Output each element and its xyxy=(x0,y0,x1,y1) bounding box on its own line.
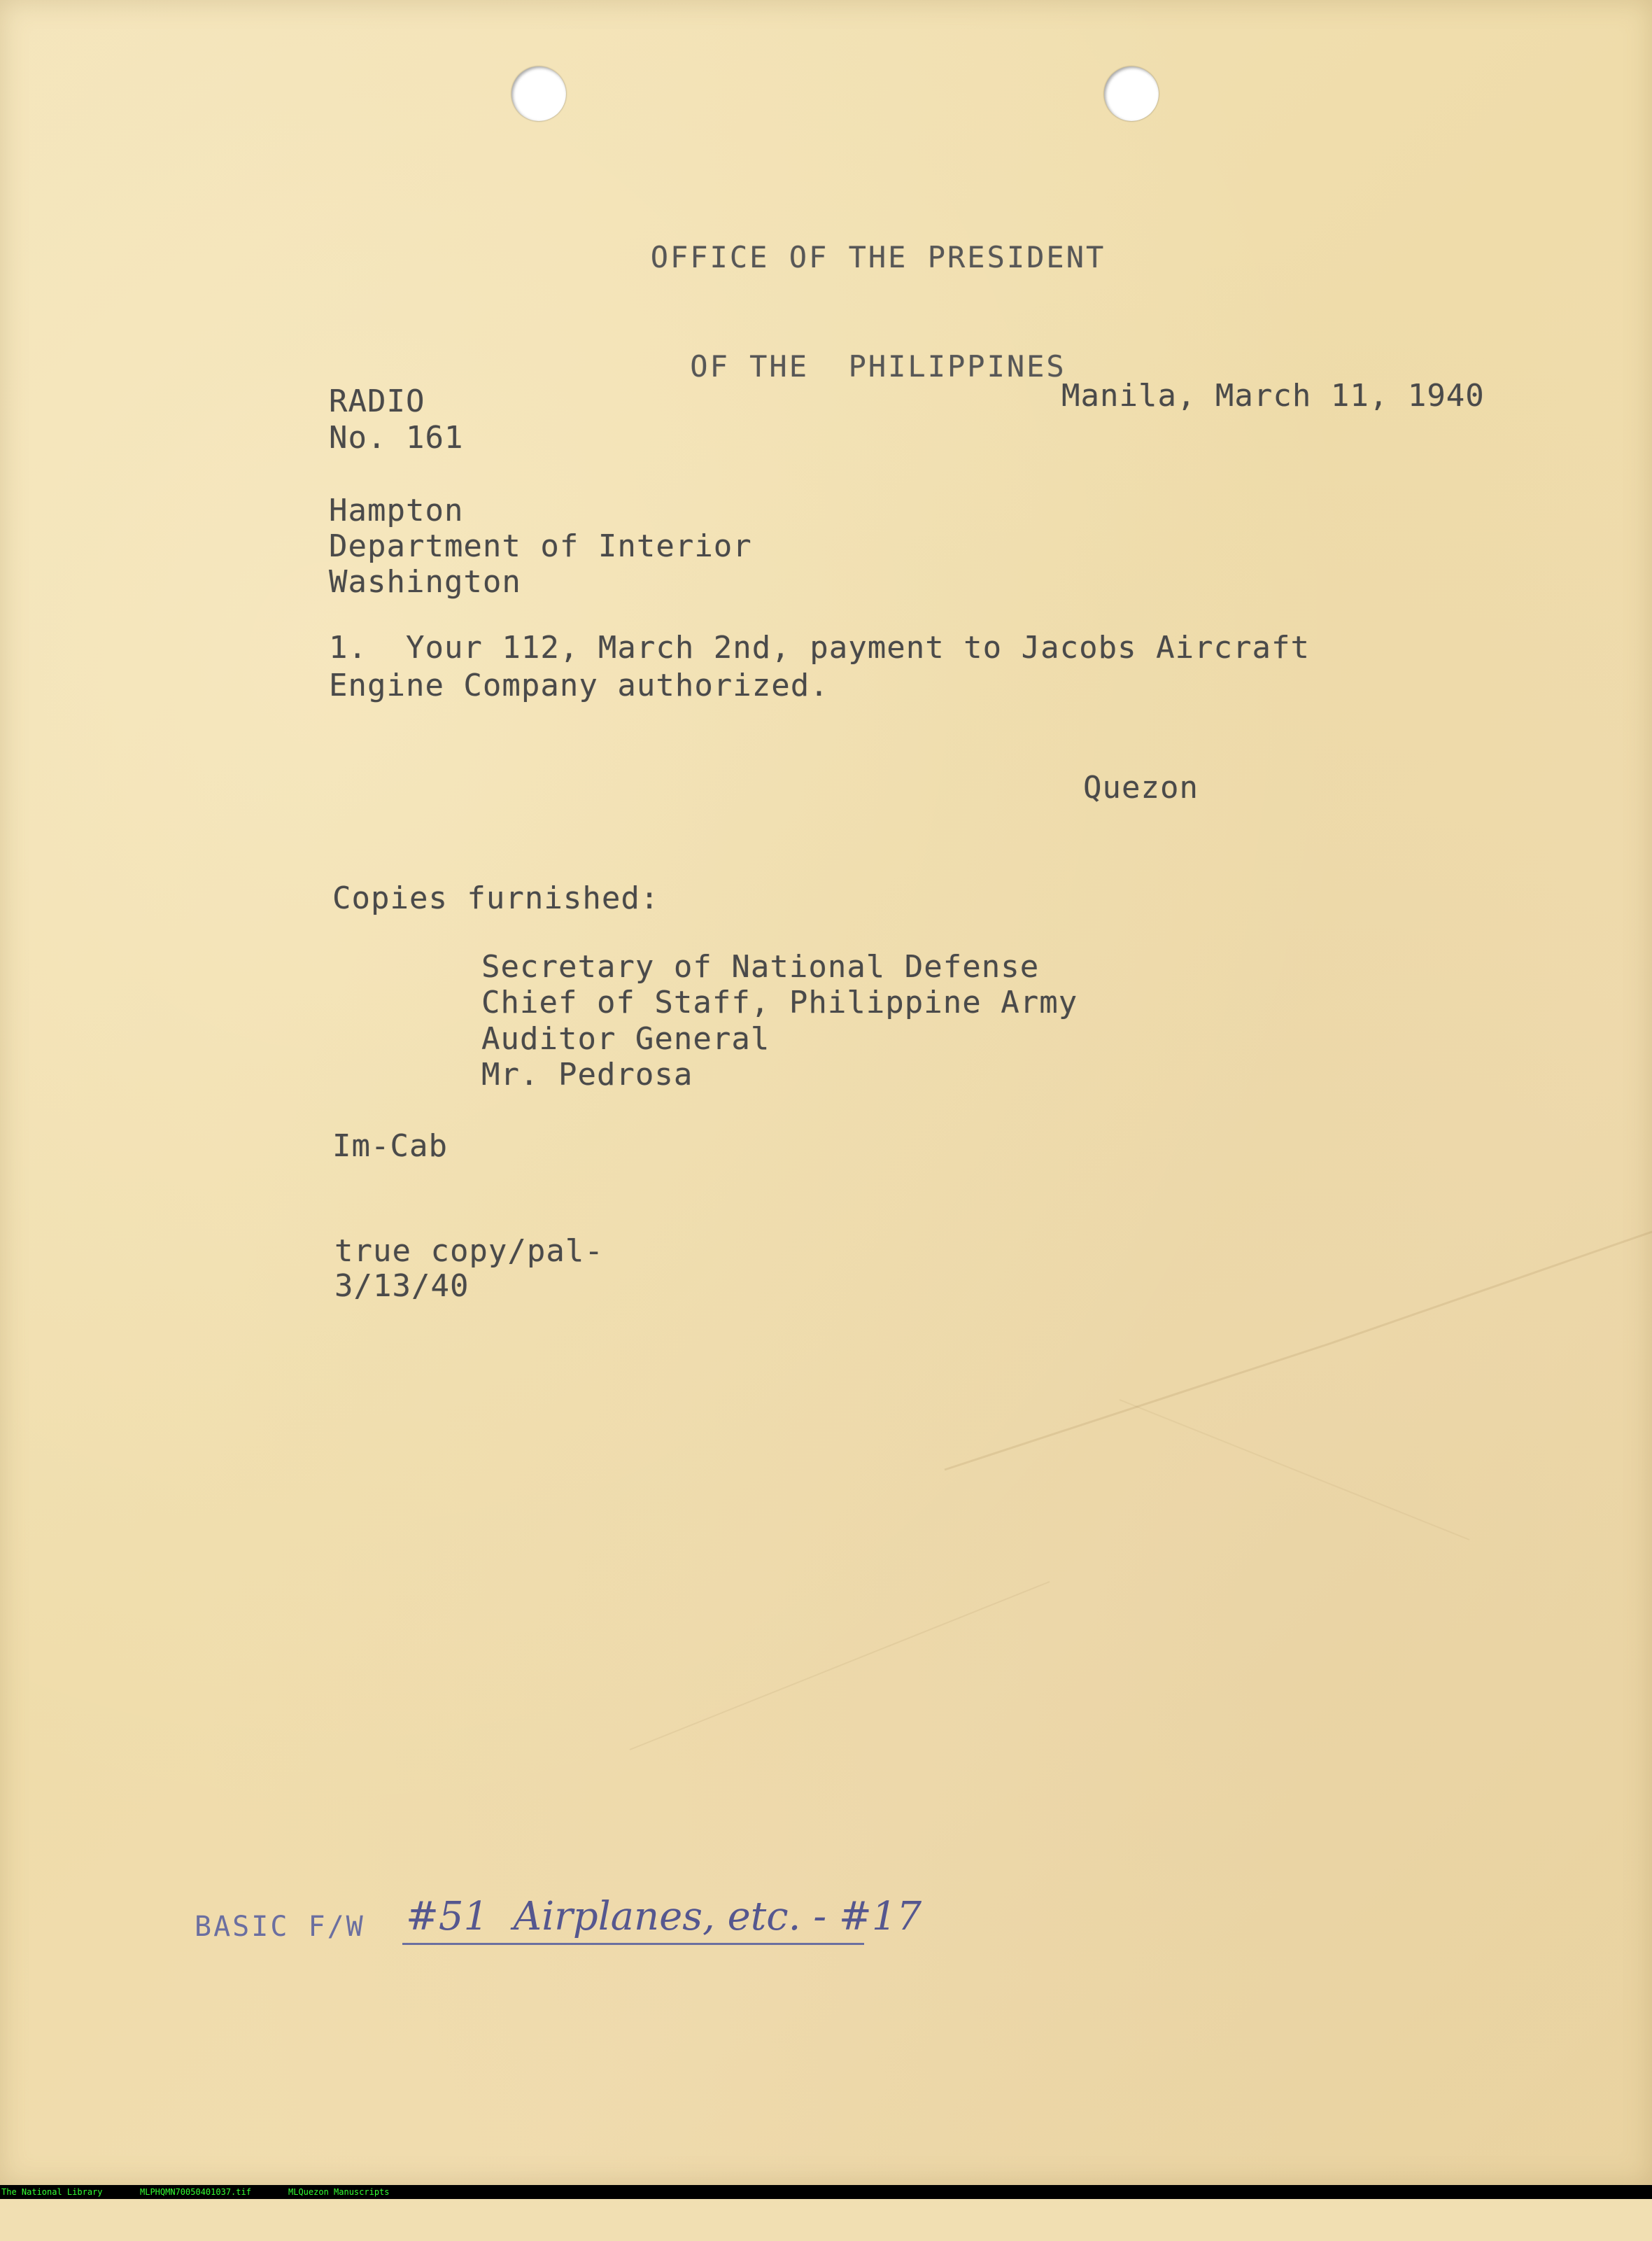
true-copy-line1: true copy/pal- xyxy=(334,1233,604,1269)
signature: Quezon xyxy=(1083,770,1199,806)
body-line2: Engine Company authorized. xyxy=(329,668,829,703)
message-type: RADIO xyxy=(329,384,425,419)
place-date: Manila, March 11, 1940 xyxy=(1061,378,1485,414)
file-stamp-label: BASIC F/W xyxy=(195,1911,365,1943)
true-copy-line2: 3/13/40 xyxy=(334,1268,470,1304)
archive-footer-bar xyxy=(0,2185,1652,2199)
file-stamp-handwritten: #51 Airplanes, etc. - #17 xyxy=(406,1894,922,1939)
addressee-department: Department of Interior xyxy=(329,528,752,564)
copies-recipient: Mr. Pedrosa xyxy=(481,1057,693,1093)
punch-hole-left xyxy=(511,66,566,121)
footer-library: The National Library xyxy=(1,2187,103,2197)
letterhead-line1: OFFICE OF THE PRESIDENT xyxy=(650,240,1106,274)
footer-collection: MLQuezon Manuscripts xyxy=(288,2187,390,2197)
body-line1: 1. Your 112, March 2nd, payment to Jacobs Aircraft xyxy=(329,630,1311,666)
letterhead-line2: OF THE PHILIPPINES xyxy=(690,349,1066,384)
copies-recipient: Chief of Staff, Philippine Army xyxy=(481,985,1078,1020)
addressee-city: Washington xyxy=(329,564,521,600)
punch-hole-right xyxy=(1104,66,1159,121)
footer-filename: MLPHQMN70050401037.tif xyxy=(140,2187,251,2197)
initials: Im-Cab xyxy=(332,1128,448,1164)
addressee-name: Hampton xyxy=(329,493,464,528)
copies-heading: Copies furnished: xyxy=(332,880,660,916)
message-number: No. 161 xyxy=(329,420,464,456)
copies-recipient: Auditor General xyxy=(481,1021,770,1057)
file-stamp-underline xyxy=(402,1943,864,1945)
copies-recipient: Secretary of National Defense xyxy=(481,949,1040,985)
